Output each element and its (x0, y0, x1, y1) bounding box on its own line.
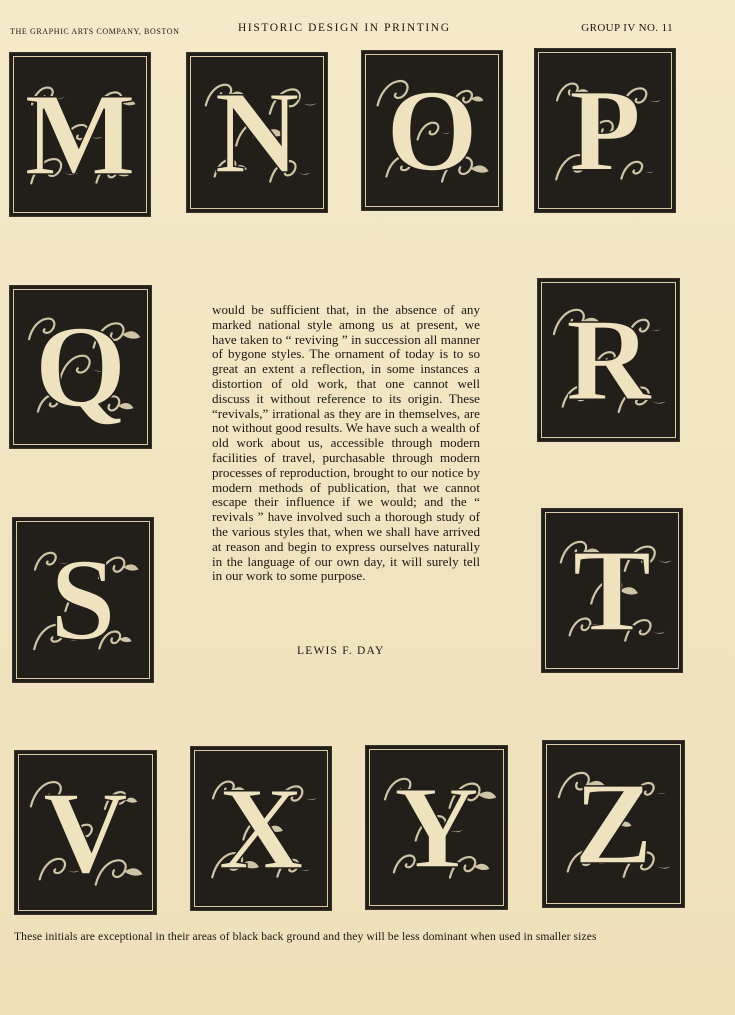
initial-letter-y: Y (393, 761, 480, 893)
initial-letter-x: X (218, 762, 304, 894)
initial-letter-p: P (568, 64, 642, 196)
quotation-body: would be sufficient that, in the absence of any marked national style among us at present, we have taken to “ reviving ” in succession all manner of bygone styles. The ornament of today is to so great an extent a reflection, in some instances a distortion of old work, that one cannot well discuss it without reference to its origin. These “revivals,” irrational as they are in themselves, are not without good results. We have such a wealth of old work about us, accessible through modern facilities of travel, purchasable through modern processes of reproduction, brought to our notice by modern methods of publication, that we cannot escape their influence if we would; and the “ revivals ” have involved such a thorough study of the various styles that, when we shall have arrived at reason and begin to express ourselves naturally in the language of our own day, it will surely tell in our work to some purpose. (212, 302, 480, 584)
initial-letter-q: Q (34, 301, 127, 432)
initial-letter-r: R (565, 294, 652, 425)
initial-tile-v (15, 751, 156, 914)
initial-tile-s (13, 518, 153, 682)
quotation-author: LEWIS F. DAY (297, 645, 385, 657)
initial-letter-m: M (24, 68, 136, 200)
initial-letter-v: V (42, 766, 129, 898)
initial-letter-o: O (386, 64, 478, 196)
initial-tile-o (362, 51, 502, 210)
initial-tile-t (542, 509, 682, 672)
initial-tile-p (535, 49, 675, 212)
figure-caption: These initials are exceptional in their areas of black back ground and they will be less dominant when used in smaller sizes (14, 930, 597, 943)
initial-tile-y (366, 746, 507, 909)
initial-tile-x (191, 747, 331, 910)
initial-tile-z (543, 741, 684, 907)
group-number: GROUP IV NO. 11 (581, 22, 673, 34)
initial-tile-r (538, 279, 679, 441)
initial-tile-q (10, 286, 151, 448)
initial-letter-n: N (214, 66, 300, 198)
initial-tile-n (187, 53, 327, 212)
publisher-line: THE GRAPHIC ARTS COMPANY, BOSTON (10, 27, 180, 36)
initial-letter-t: T (572, 524, 652, 656)
initial-tile-m (10, 53, 150, 216)
initial-letter-s: S (50, 534, 116, 665)
initial-letter-z: Z (574, 758, 653, 889)
running-title: HISTORIC DESIGN IN PRINTING (238, 22, 451, 34)
